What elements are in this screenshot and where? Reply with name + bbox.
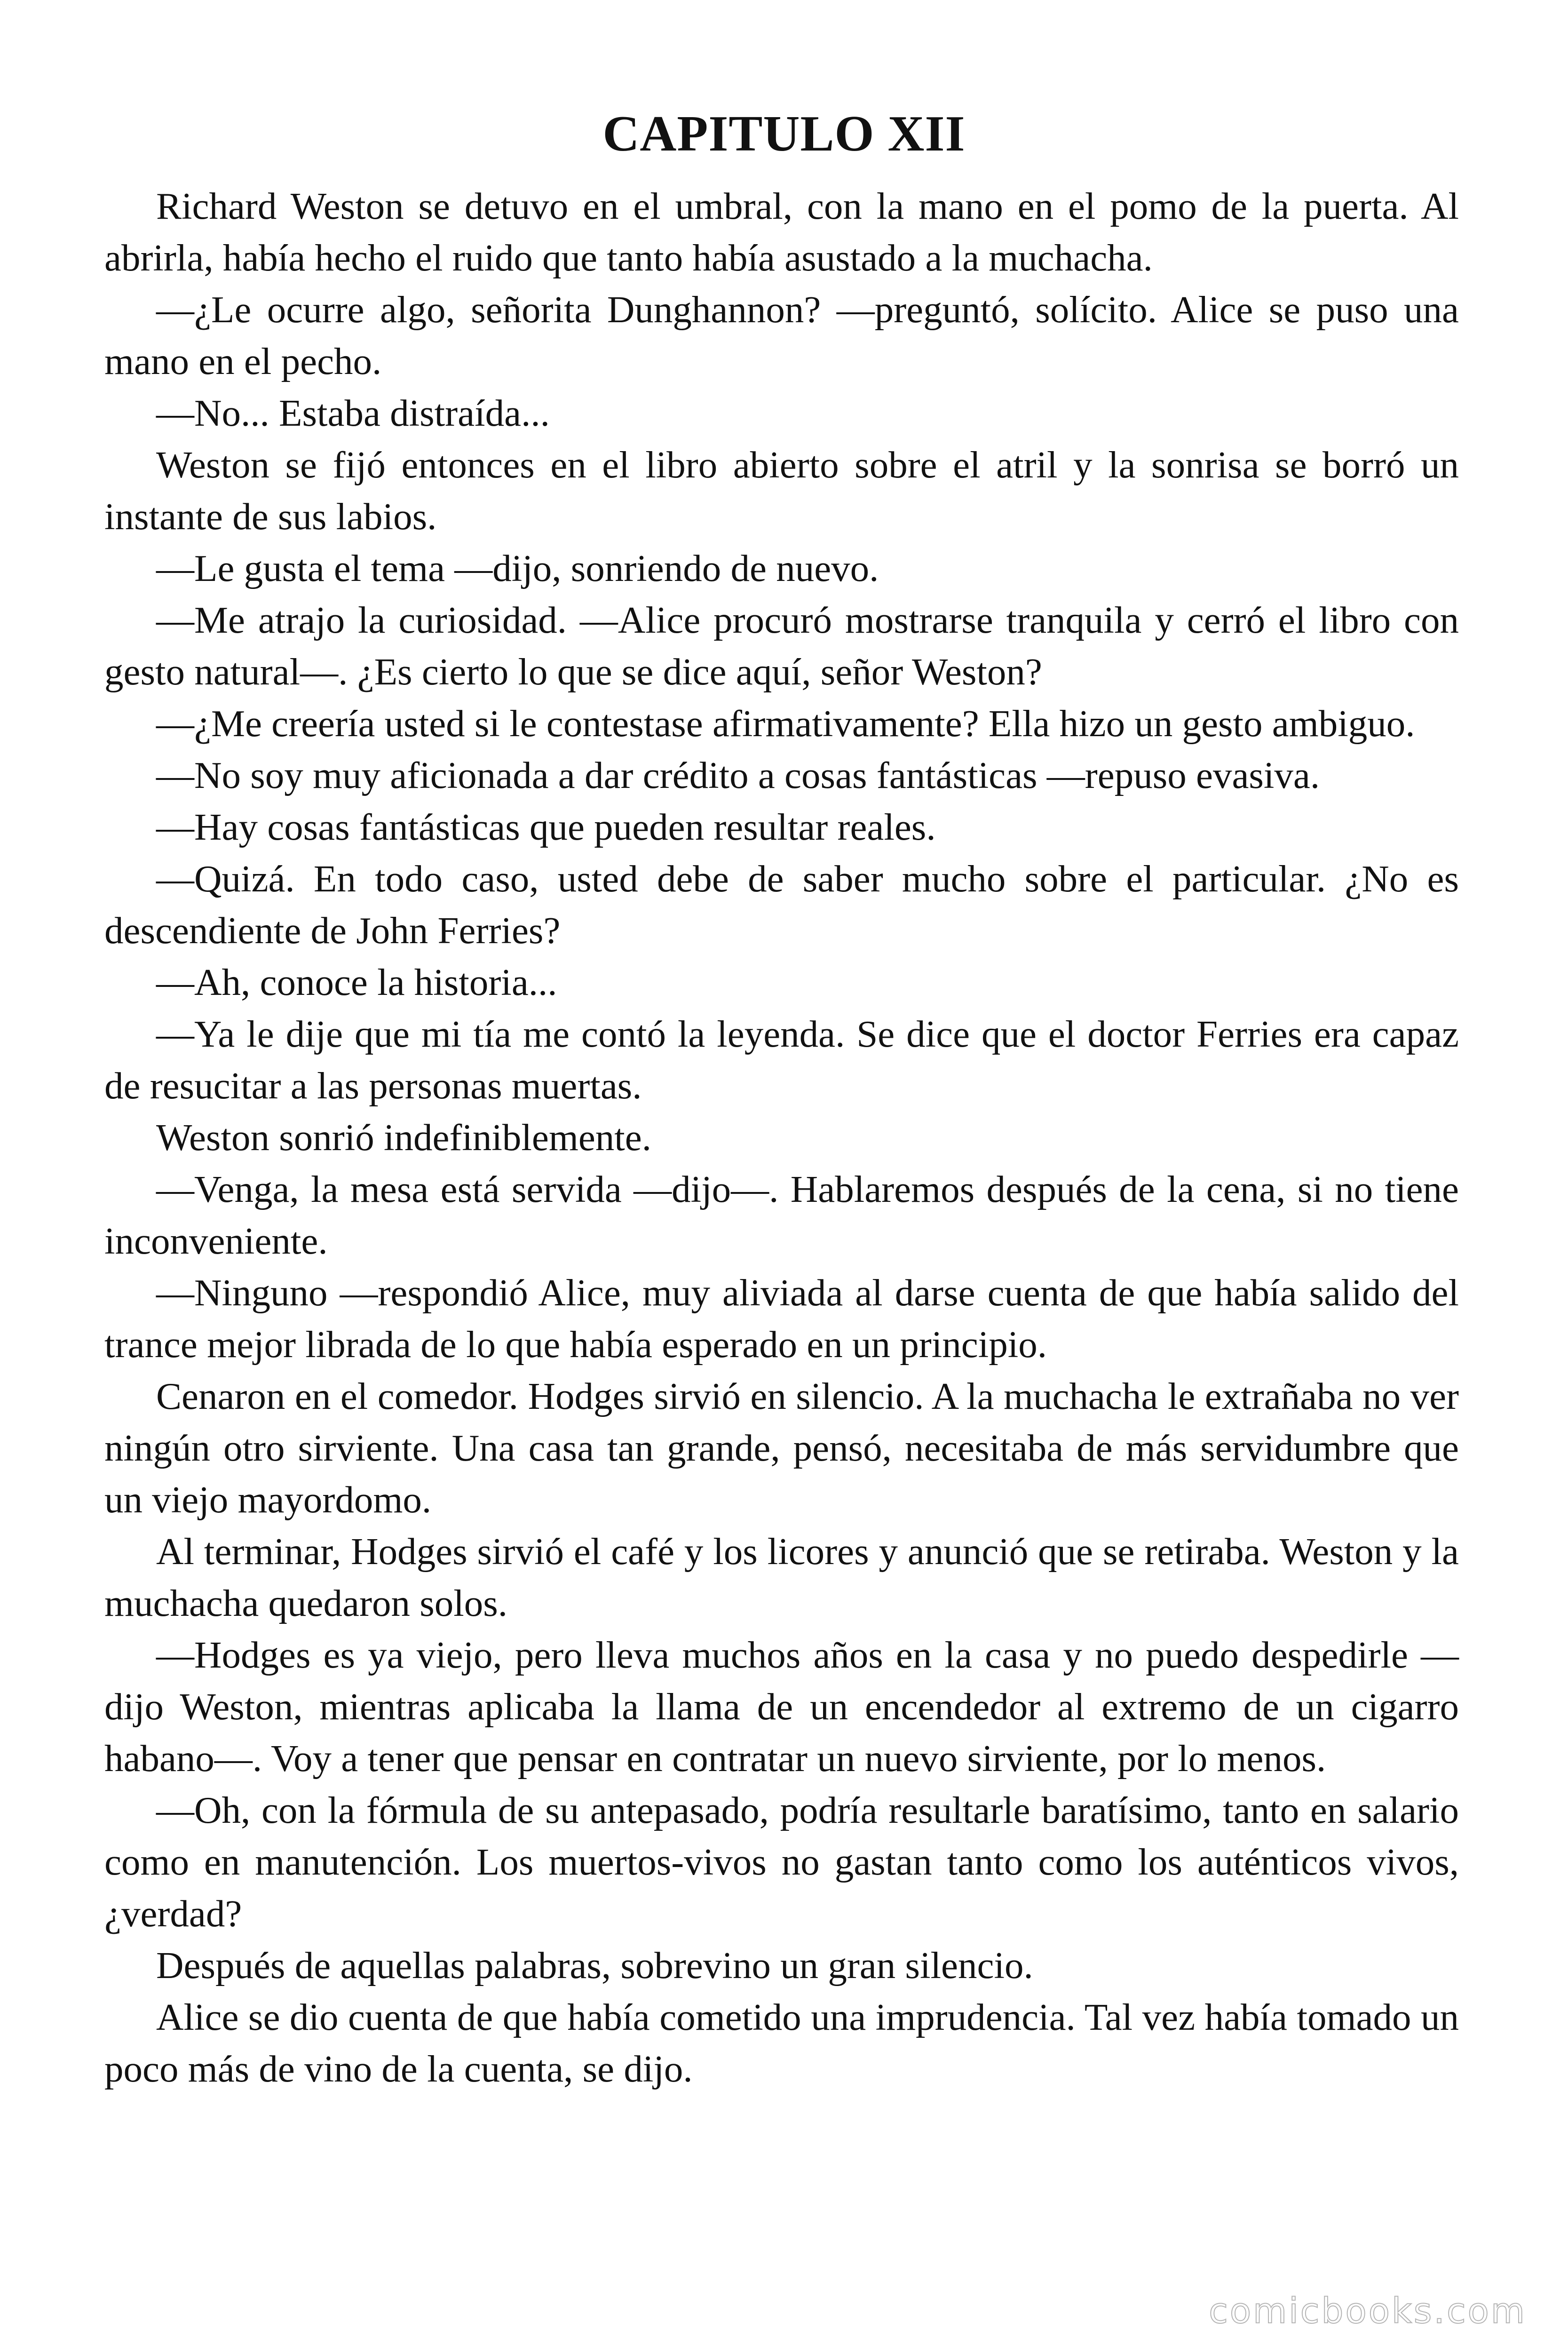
- watermark: comicbooks.com: [1209, 2291, 1527, 2331]
- paragraph: Después de aquellas palabras, sobrevino un gran silencio.: [156, 1944, 1033, 1986]
- paragraph: —Hodges es ya viejo, pero lleva muchos años en la casa y no puedo despedirle —dijo Weston, mientras aplicaba la llama de un encendedor al extremo de un cigarro habano—. Voy a tener que pensar en contratar un nuevo sirviente, por lo menos.: [104, 1634, 1459, 1780]
- paragraph: Alice se dio cuenta de que había cometido una imprudencia. Tal vez había tomado un poco más de vino de la cuenta, se dijo.: [104, 1996, 1459, 2090]
- paragraph: Al terminar, Hodges sirvió el café y los licores y anunció que se retiraba. Weston y la muchacha quedaron solos.: [104, 1530, 1459, 1624]
- paragraph: —No soy muy aficionada a dar crédito a cosas fantásticas —repuso evasiva.: [156, 754, 1320, 796]
- paragraph: —No... Estaba distraída...: [156, 392, 550, 434]
- paragraph: —¿Le ocurre algo, señorita Dunghannon? —preguntó, solícito. Alice se puso una mano en el pecho.: [104, 288, 1459, 382]
- paragraph: Richard Weston se detuvo en el umbral, con la mano en el pomo de la puerta. Al abrirla, había hecho el ruido que tanto había asustado a la muchacha.: [104, 185, 1459, 279]
- paragraph: —Ninguno —respondió Alice, muy aliviada al darse cuenta de que había salido del trance mejor librada de lo que había esperado en un principio.: [104, 1271, 1459, 1366]
- paragraph: —Me atrajo la curiosidad. —Alice procuró mostrarse tranquila y cerró el libro con gesto natural—. ¿Es cierto lo que se dice aquí, señor Weston?: [104, 599, 1459, 693]
- paragraph: —Hay cosas fantásticas que pueden resultar reales.: [156, 806, 936, 848]
- paragraph: —Oh, con la fórmula de su antepasado, podría resultarle baratísimo, tanto en salario como en manutención. Los muertos-vivos no gastan tanto como los auténticos vivos, ¿verdad?: [104, 1789, 1459, 1935]
- chapter-title: CAPITULO XII: [602, 106, 966, 162]
- paragraph: Weston se fijó entonces en el libro abierto sobre el atril y la sonrisa se borró un instante de sus labios.: [104, 444, 1459, 538]
- paragraph: —¿Me creería usted si le contestase afirmativamente? Ella hizo un gesto ambiguo.: [156, 702, 1415, 745]
- paragraph: —Ah, conoce la historia...: [156, 961, 557, 1003]
- paragraph: —Venga, la mesa está servida —dijo—. Hablaremos después de la cena, si no tiene inconveniente.: [104, 1168, 1459, 1262]
- paragraph: —Quizá. En todo caso, usted debe de saber mucho sobre el particular. ¿No es descendiente de John Ferries?: [104, 858, 1459, 952]
- paragraph: Weston sonrió indefiniblemente.: [156, 1116, 651, 1159]
- paragraph: —Le gusta el tema —dijo, sonriendo de nuevo.: [156, 547, 879, 589]
- paragraph: Cenaron en el comedor. Hodges sirvió en silencio. A la muchacha le extrañaba no ver ningún otro sirviente. Una casa tan grande, pensó, necesitaba de más servidumbre que un viejo mayordomo.: [104, 1375, 1459, 1521]
- paragraph: —Ya le dije que mi tía me contó la leyenda. Se dice que el doctor Ferries era capaz de resucitar a las personas muertas.: [104, 1013, 1459, 1107]
- chapter-body: [104, 180, 1459, 2095]
